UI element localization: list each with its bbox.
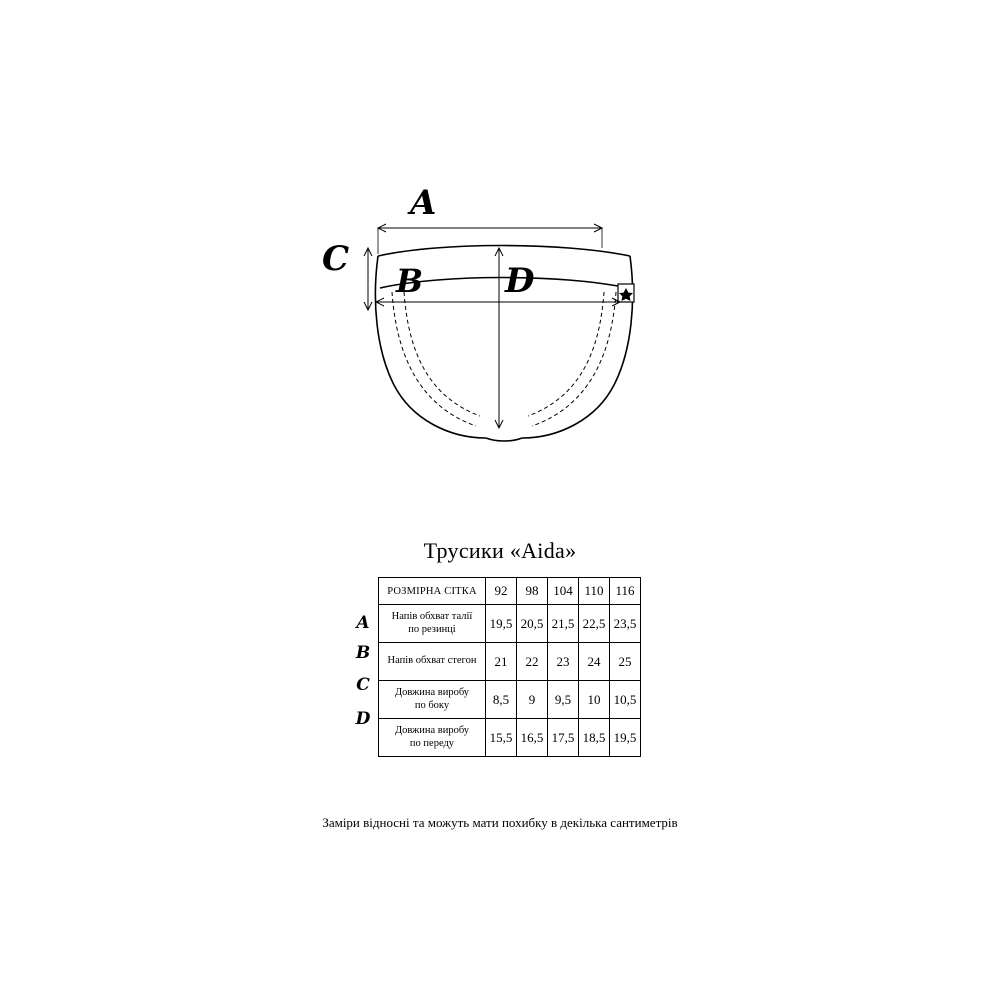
dimension-line-d bbox=[495, 248, 503, 428]
size-column-header-98: 98 bbox=[517, 578, 548, 605]
cell-b-98: 22 bbox=[517, 643, 548, 681]
measurement-disclaimer: Заміри відносні та можуть мати похибку в декілька сантиметрів bbox=[322, 815, 678, 830]
leg-opening-stitching bbox=[392, 292, 616, 426]
measurement-label-a bbox=[379, 605, 486, 643]
cell-a-104: 21,5 bbox=[548, 605, 579, 643]
table-header-row bbox=[379, 578, 641, 605]
cell-c-110: 10 bbox=[579, 681, 610, 719]
size-column-header-104: 104 bbox=[548, 578, 579, 605]
cell-c-116: 10,5 bbox=[610, 681, 641, 719]
garment-diagram bbox=[300, 180, 700, 480]
table-row bbox=[379, 643, 641, 681]
table-row bbox=[379, 681, 641, 719]
row-letter-c: C bbox=[356, 675, 370, 695]
table-row bbox=[379, 605, 641, 643]
dimension-letter-a: A bbox=[410, 183, 437, 223]
cell-b-116: 25 bbox=[610, 643, 641, 681]
measurement-label-c bbox=[379, 681, 486, 719]
size-chart-header-label: РОЗМІРНА СІТКА bbox=[379, 578, 486, 605]
cell-d-116: 19,5 bbox=[610, 719, 641, 757]
cell-d-92: 15,5 bbox=[486, 719, 517, 757]
cell-c-92: 8,5 bbox=[486, 681, 517, 719]
cell-c-104: 9,5 bbox=[548, 681, 579, 719]
measurement-label-c-line1: Довжина виробу bbox=[394, 687, 470, 699]
row-letter-b: B bbox=[355, 643, 371, 663]
measurement-label-b bbox=[379, 643, 486, 681]
cell-b-110: 24 bbox=[579, 643, 610, 681]
measurement-label-d bbox=[379, 719, 486, 757]
garment-technical-drawing-svg bbox=[300, 180, 700, 480]
measurement-label-b-line1: Напів обхват стегон bbox=[387, 655, 477, 667]
dimension-letter-c: C bbox=[322, 239, 350, 279]
measurement-label-d-line2: по переду bbox=[409, 737, 455, 749]
size-column-header-116: 116 bbox=[610, 578, 641, 605]
size-column-header-92: 92 bbox=[486, 578, 517, 605]
size-chart-table bbox=[378, 577, 641, 757]
measurement-label-c-line2: по боку bbox=[414, 699, 450, 711]
page-title: Трусики «Aida» bbox=[423, 538, 577, 563]
size-chart-container bbox=[378, 577, 641, 757]
row-letter-a: A bbox=[356, 613, 370, 633]
cell-d-104: 17,5 bbox=[548, 719, 579, 757]
size-column-header-110: 110 bbox=[579, 578, 610, 605]
cell-b-92: 21 bbox=[486, 643, 517, 681]
dimension-letter-d: D bbox=[505, 261, 535, 301]
dimension-letter-b: B bbox=[396, 262, 424, 300]
cell-a-92: 19,5 bbox=[486, 605, 517, 643]
cell-d-110: 18,5 bbox=[579, 719, 610, 757]
brand-tag-icon bbox=[618, 284, 634, 302]
cell-a-110: 22,5 bbox=[579, 605, 610, 643]
dimension-line-c bbox=[364, 248, 372, 310]
table-row bbox=[379, 719, 641, 757]
cell-c-98: 9 bbox=[517, 681, 548, 719]
cell-b-104: 23 bbox=[548, 643, 579, 681]
measurement-label-a-line1: Напів обхват талії bbox=[391, 611, 473, 623]
measurement-label-a-line2: по резинці bbox=[408, 623, 456, 635]
cell-d-98: 16,5 bbox=[517, 719, 548, 757]
cell-a-98: 20,5 bbox=[517, 605, 548, 643]
cell-a-116: 23,5 bbox=[610, 605, 641, 643]
measurement-label-d-line1: Довжина виробу bbox=[394, 725, 470, 737]
row-letter-d: D bbox=[355, 709, 371, 729]
